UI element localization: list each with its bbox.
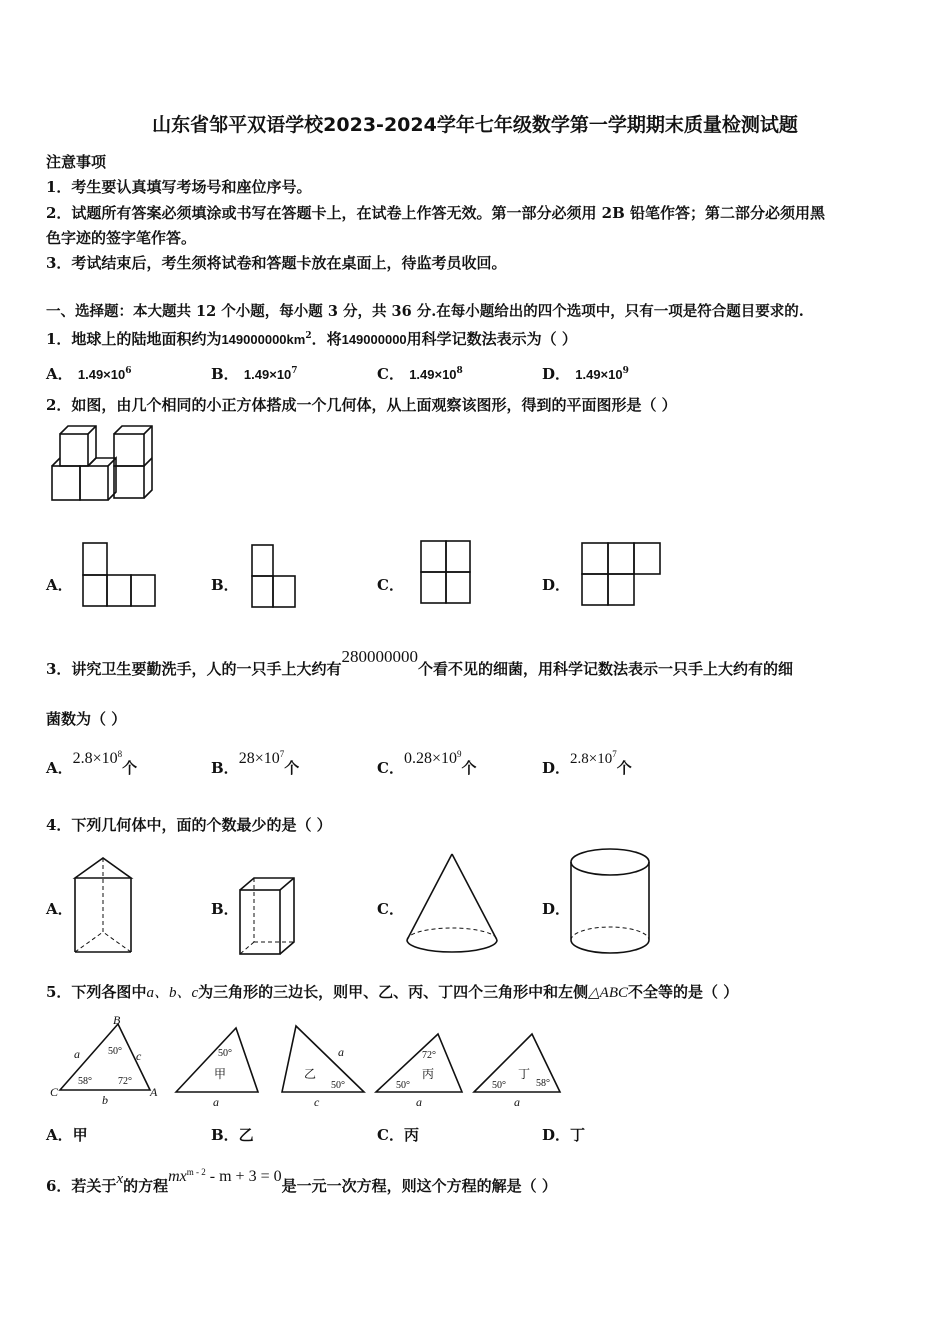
q5-fig-bing-side: a [416,1095,422,1109]
q6-stem: 6．若关于x的方程$mx^{m - 2} - m + 3 = 0$是一元一次方程，则这个方程的解是（ ） [46,1167,557,1195]
q5-fig-label-C: C [50,1085,59,1099]
q3-option-d[interactable]: D．$2.8\times 10^7$个 [542,749,632,777]
q5-fig-side-b: b [102,1093,108,1107]
q5-fig-label-A: A [150,1085,158,1099]
q5-fig-bing: 丙 [422,1067,435,1081]
q4-option-d-label[interactable]: D． [542,900,571,918]
q1-option-d[interactable]: D． $1.49\times 10^9$ [542,365,629,383]
q5-fig-bing-angle: 50° [396,1080,410,1091]
q3-option-b[interactable]: B．$28\times 10^7$个 [211,749,300,777]
q5-fig-ding-angle-left: 50° [492,1080,506,1091]
q5-fig-yi-side-c: c [314,1095,320,1109]
q5-fig-jia: 甲 [214,1067,227,1081]
q4-option-c-cone[interactable] [404,852,500,954]
q4-option-d-cylinder[interactable] [568,846,652,958]
q5-fig-angle-b: 50° [108,1046,122,1057]
notice-item-3: 3．考试结束后，考生须将试卷和答题卡放在桌面上，待监考员收回。 [46,254,507,272]
q5-fig-label-B: B [113,1013,121,1027]
q5-fig-ding-angle-right: 58° [536,1078,550,1089]
q5-fig-jia-side: a [213,1095,219,1109]
q5-fig-ding: 丁 [518,1067,531,1081]
section-heading: 一、选择题：本大题共 12 个小题，每小题 3 分，共 36 分.在每小题给出的四个选项中，只有一项是符合题目要求的. [46,303,804,320]
q1-option-a[interactable]: A． $1.49\times 10^6$ [46,365,132,383]
q5-fig-jia-angle: 50° [218,1048,232,1059]
q5-triangles-figure [46,1012,566,1110]
q5-fig-yi-angle: 50° [331,1080,345,1091]
q5-option-c[interactable]: C．丙 [377,1126,419,1144]
q3-option-a[interactable]: A．$2.8\times 10^8$个 [46,749,138,777]
q1-option-b[interactable]: B． $1.49\times 10^7$ [211,365,298,383]
q2-option-b-label[interactable]: B． [211,576,239,594]
q5-fig-angle-c: 58° [78,1076,92,1087]
q5-stem: 5．下列各图中a、b、c为三角形的三边长，则甲、乙、丙、丁四个三角形中和左侧△ABC不全等的是（ ） [46,983,739,1001]
page-title: 山东省邹平双语学校2023-2024学年七年级数学第一学期期末质量检测试题 [152,114,798,136]
q2-option-c-label[interactable]: C． [377,576,404,594]
q5-fig-bing-angle-top: 72° [422,1050,436,1061]
q2-option-d-figure[interactable] [581,542,663,608]
q2-cube-figure [46,424,158,504]
q5-fig-side-a: a [74,1047,80,1061]
q5-fig-angle-a: 72° [118,1076,132,1087]
q1-stem: 1．地球上的陆地面积约为$149000000km^2$．将149000000用科学记数法表示为（ ） [46,330,577,348]
q2-option-c-figure[interactable] [420,540,472,606]
q4-option-b-cuboid[interactable] [238,876,298,956]
q3-stem: 3．讲究卫生要勤洗手，人的一只手上大约有280000000个看不见的细菌，用科学记数法表示一只手上大约有的细 [46,647,793,678]
q5-fig-yi-side-a: a [338,1045,344,1059]
notice-item-2: 2．试题所有答案必须填涂或书写在答题卡上，在试卷上作答无效。第一部分必须用 2B 铅笔作答；第二部分必须用黑 [46,204,826,222]
q5-fig-yi: 乙 [304,1067,317,1081]
q5-fig-side-c: c [136,1049,142,1063]
q5-option-d[interactable]: D．丁 [542,1126,586,1144]
notice-item-2-cont: 色字迹的签字笔作答。 [46,229,197,247]
q5-option-a[interactable]: A．甲 [46,1126,88,1144]
q4-option-a-label[interactable]: A． [46,900,73,918]
q3-option-c[interactable]: C．$0.28\times 10^9$个 [377,749,477,777]
q5-fig-ding-side: a [514,1095,520,1109]
q2-option-a-figure[interactable] [82,542,158,608]
q1-option-c[interactable]: C． $1.49\times 10^8$ [377,365,463,383]
q4-option-a-prism[interactable] [70,856,136,956]
q2-stem: 2．如图，由几个相同的小正方体搭成一个几何体，从上面观察该图形，得到的平面图形是（ ） [46,396,677,414]
notice-heading: 注意事项 [46,153,107,171]
q4-option-b-label[interactable]: B． [211,900,239,918]
q2-option-d-label[interactable]: D． [542,576,571,594]
q2-option-b-figure[interactable] [251,544,297,608]
q3-stem-cont: 菌数为（ ） [46,710,127,728]
q4-option-c-label[interactable]: C． [377,900,404,918]
q2-option-a-label[interactable]: A． [46,576,73,594]
notice-item-1: 1．考生要认真填写考场号和座位序号。 [46,178,312,196]
q4-stem: 4．下列几何体中，面的个数最少的是（ ） [46,816,332,834]
q5-option-b[interactable]: B．乙 [211,1126,254,1144]
